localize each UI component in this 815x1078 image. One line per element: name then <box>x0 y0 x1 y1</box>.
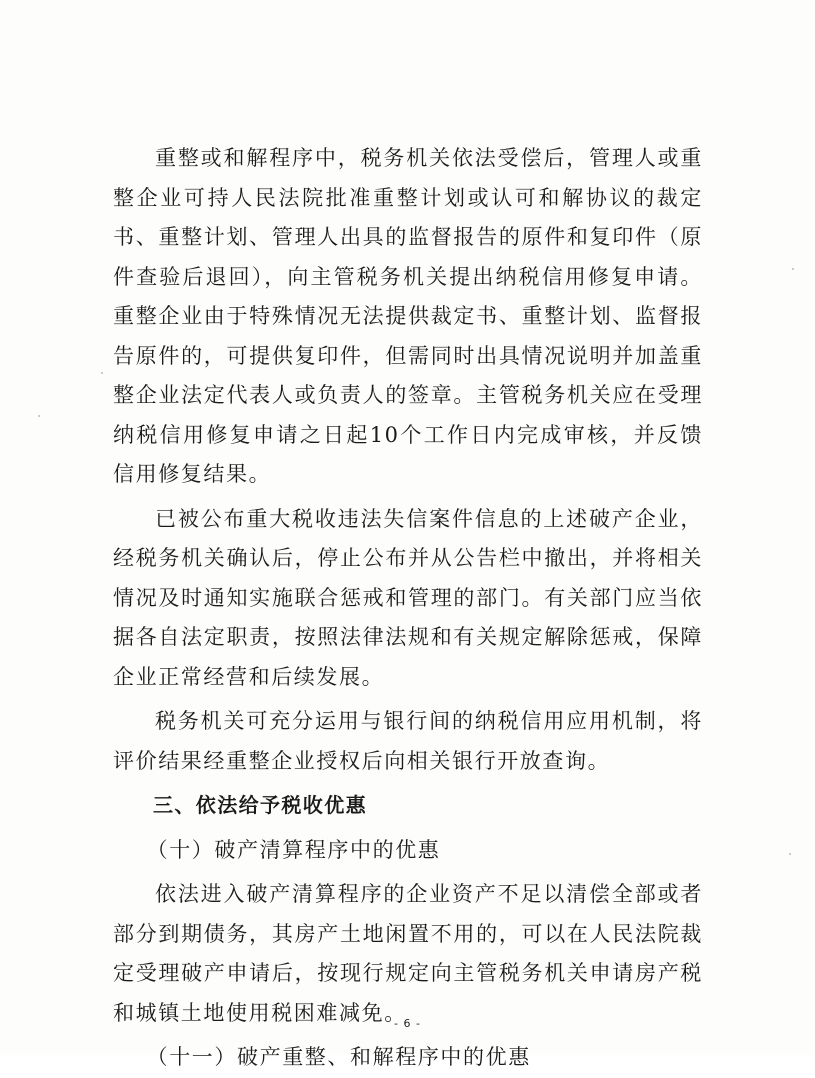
section-heading: 三、依法给予税收优惠 <box>153 793 367 817</box>
scan-speck <box>38 415 40 417</box>
scan-speck <box>789 853 791 855</box>
scan-speck <box>792 268 794 270</box>
paragraph-bank-query: 税务机关可充分运用与银行间的纳税信用应用机制，将评价结果经重整企业授权后向相关银行开放查询。 <box>113 709 703 773</box>
page-number: - 6 - <box>394 1017 421 1030</box>
subsection-heading-reorganization: （十一）破产重整、和解程序中的优惠 <box>146 1045 531 1069</box>
paragraph-credit-repair: 重整或和解程序中，税务机关依法受偿后，管理人或重整企业可持人民法院批准重整计划或认可和解协议的裁定书、重整计划、管理人出具的监督报告的原件和复印件（原件查验后退回），向主管税务机关提出纳税信用修复申请。重整企业由于特殊情况无法提供裁定书、重整计划、监督报告原件的，可提供复印件，但需同时出具情况说明并加盖重整企业法定代表人或负责人的签章。主管税务机关应在受理纳税信用修复申请之日起10个工作日内完成审核，并反馈信用修复结果。 <box>113 146 703 486</box>
document-body <box>113 139 703 1078</box>
subsection-heading-liquidation: （十）破产清算程序中的优惠 <box>146 837 441 862</box>
paragraph-delisting: 已被公布重大税收违法失信案件信息的上述破产企业，经税务机关确认后，停止公布并从公告栏中撤出，并将相关情况及时通知实施联合惩戒和管理的部门。有关部门应当依据各自法定职责，按照法律法规和有关规定解除惩戒，保障企业正常经营和后续发展。 <box>113 506 703 689</box>
scan-speck <box>101 372 103 374</box>
paragraph-liquidation-relief: 依法进入破产清算程序的企业资产不足以清偿全部或者部分到期债务，其房产土地闲置不用的，可以在人民法院裁定受理破产申请后，按现行规定向主管税务机关申请房产税和城镇土地使用税困难减免。 <box>113 882 703 1025</box>
